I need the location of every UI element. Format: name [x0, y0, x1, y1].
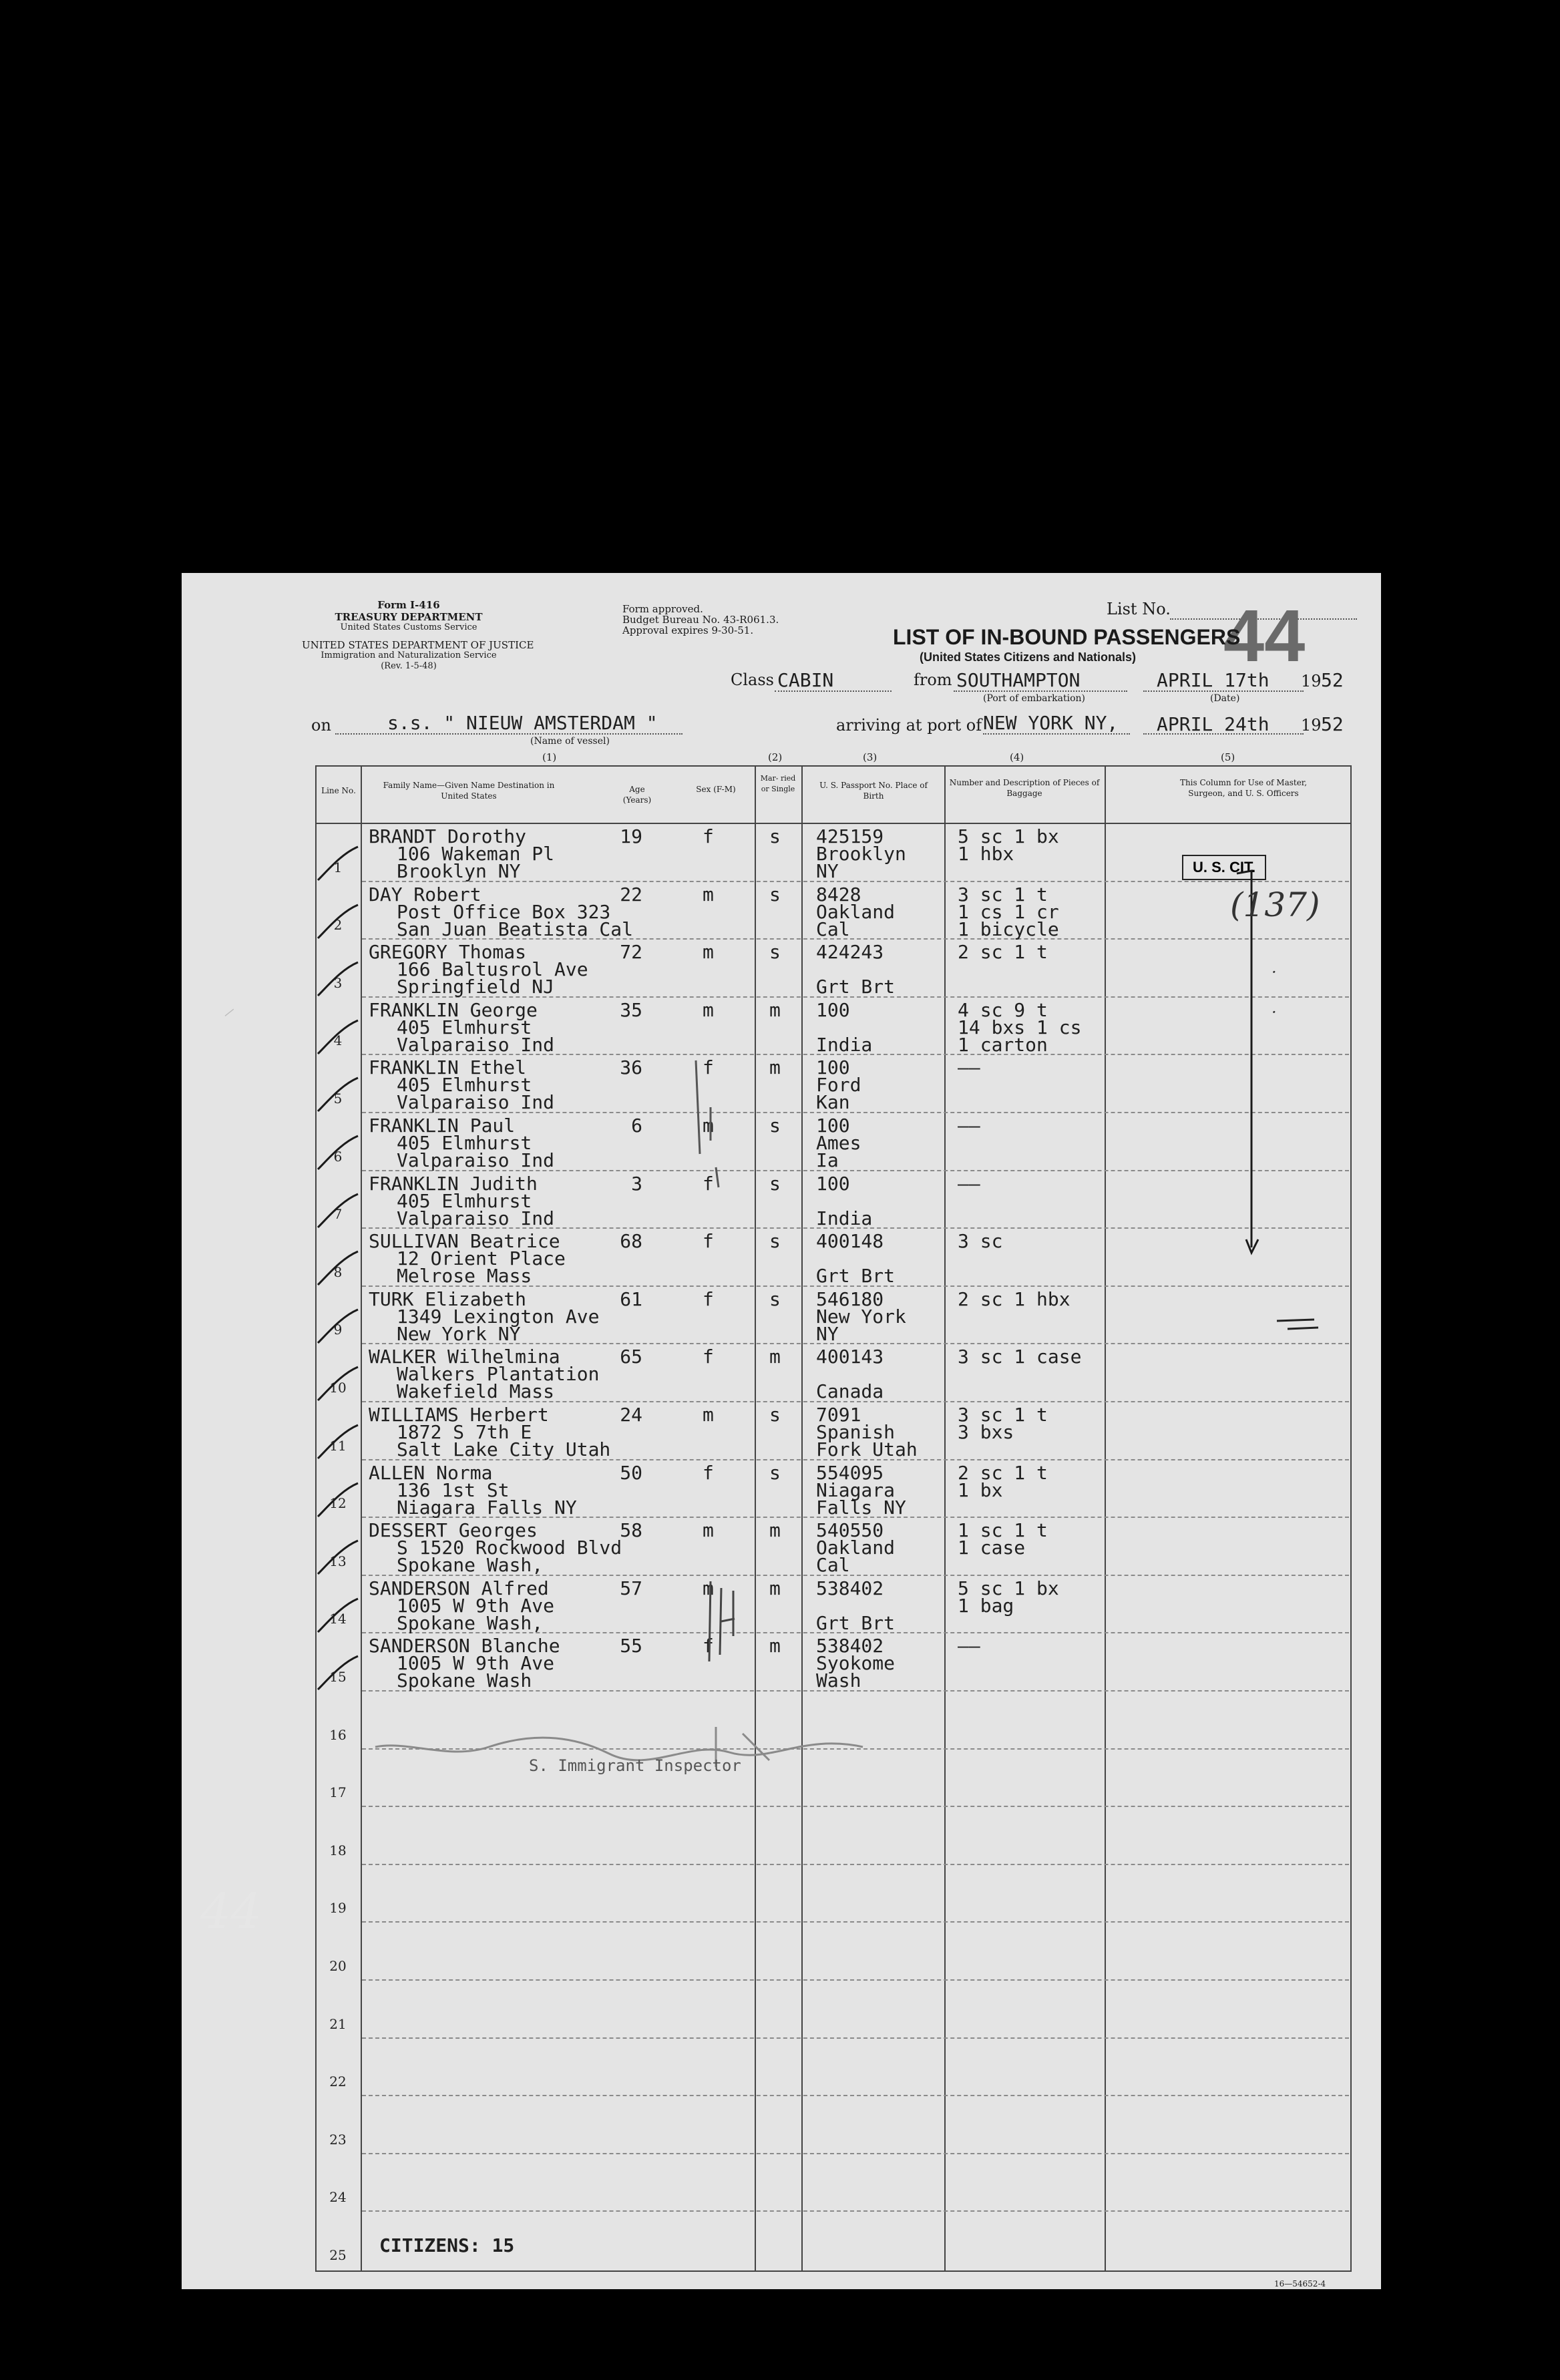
baggage-line: 5 sc 1 bx [958, 825, 1059, 847]
check-tick-mark [315, 1479, 362, 1519]
line-number: 8 [333, 1263, 343, 1280]
passenger-age: 50 [620, 1461, 642, 1484]
passport-number: 100 [816, 1115, 850, 1137]
baggage-line: —— [958, 1172, 980, 1195]
marital-status: s [769, 883, 781, 906]
passenger-age: 36 [620, 1056, 642, 1079]
check-tick-mark [315, 1016, 362, 1056]
birth-place-line2: Grt Brt [816, 1611, 896, 1634]
passenger-address: 405 Elmhurst [397, 1132, 532, 1154]
birth-place: Oakland [816, 1537, 896, 1559]
passenger-sex: f [703, 1635, 714, 1657]
family-bracket-mark [676, 1054, 756, 1428]
manifest-title: LIST OF IN-BOUND PASSENGERS [893, 625, 1241, 649]
passport-number: 425159 [816, 825, 884, 847]
line-number: 12 [329, 1495, 347, 1512]
passenger-address: 1349 Lexington Ave [397, 1305, 600, 1328]
passenger-city: Brooklyn NY [397, 860, 521, 882]
dept-justice: UNITED STATES DEPARTMENT OF JUSTICE [302, 639, 534, 651]
approval-line: Budget Bureau No. 43-R061.3. [622, 614, 779, 626]
birth-place-line2: Cal [816, 918, 850, 940]
line-number: 21 [329, 2015, 347, 2032]
passenger-sex: m [703, 941, 714, 964]
citizens-total: CITIZENS: 15 [379, 2234, 515, 2256]
baggage-line: —— [958, 1056, 980, 1079]
passenger-address: 405 Elmhurst [397, 1189, 532, 1212]
baggage-line: 2 sc 1 t [958, 1461, 1048, 1484]
on-label: on [311, 716, 331, 735]
header-passport: U. S. Passport No. Place of Birth [819, 781, 928, 801]
passport-number: 538402 [816, 1635, 884, 1657]
baggage-line: 3 bxs [958, 1421, 1014, 1443]
check-tick-mark [315, 1190, 362, 1230]
passenger-address: 1005 W 9th Ave [397, 1594, 555, 1617]
margin-number-handwritten: 44 [200, 1883, 262, 1939]
marital-status: m [769, 998, 781, 1021]
year-prefix: 19 [1301, 672, 1322, 690]
embarkation-port: SOUTHAMPTON [956, 669, 1081, 691]
dept-treasury: TREASURY DEPARTMENT [335, 611, 483, 623]
birth-place-line2: Grt Brt [816, 976, 896, 998]
passenger-sex: m [703, 1115, 714, 1137]
baggage-line: 1 bag [958, 1594, 1014, 1617]
class-label: Class [731, 670, 774, 689]
passenger-city: Wakefield Mass [397, 1380, 555, 1403]
passenger-age: 68 [620, 1230, 642, 1253]
date-caption: (Date) [1210, 693, 1240, 704]
marital-status: s [769, 1115, 781, 1137]
married-divider-left [755, 765, 756, 2272]
marital-status: m [769, 1056, 781, 1079]
passenger-sex: f [703, 1461, 714, 1484]
manifest-subtitle: (United States Citizens and Nationals) [920, 650, 1137, 664]
birth-place-line2: India [816, 1207, 873, 1229]
line-number: 17 [329, 1784, 347, 1801]
marital-status: s [769, 1172, 781, 1195]
passport-number: 100 [816, 998, 850, 1021]
line-number: 13 [329, 1553, 347, 1569]
arrival-date-line [1143, 733, 1304, 735]
baggage-line: 3 sc [958, 1230, 1003, 1253]
check-tick-mark [315, 1306, 362, 1346]
line-number: 19 [329, 1900, 347, 1917]
passport-number: 400143 [816, 1346, 884, 1368]
header-age: Age (Years) [622, 785, 652, 805]
passenger-age: 57 [620, 1577, 642, 1599]
check-tick-mark [315, 1537, 362, 1577]
marital-status: s [769, 941, 781, 964]
check-tick-mark [315, 1132, 362, 1172]
birth-place-line2: Ia [816, 1149, 839, 1171]
birth-place-line2: Grt Brt [816, 1265, 896, 1287]
passenger-address: 1005 W 9th Ave [397, 1652, 555, 1675]
passenger-name: GREGORY Thomas [369, 941, 527, 964]
line-number: 4 [333, 1032, 343, 1049]
header-married: Mar- ried or Single [760, 774, 796, 793]
list-number-label: List No. [1107, 600, 1171, 618]
passenger-address: 12 Orient Place [397, 1247, 566, 1270]
passenger-name: DESSERT Georges [369, 1519, 538, 1542]
line-number: 6 [333, 1148, 343, 1165]
approval-line: Form approved. [622, 603, 703, 615]
passenger-city: Spokane Wash [397, 1669, 532, 1692]
marital-status: s [769, 825, 781, 847]
birth-place-line2: NY [816, 1322, 839, 1345]
passenger-name: FRANKLIN George [369, 998, 538, 1021]
passenger-age: 24 [620, 1404, 642, 1426]
row-separator [362, 1921, 1349, 1923]
passenger-age: 35 [620, 998, 642, 1021]
officer-dot: · [1272, 963, 1277, 982]
line-number: 9 [333, 1322, 343, 1338]
baggage-line: —— [958, 1635, 980, 1657]
baggage-line: 1 sc 1 t [958, 1519, 1048, 1542]
passenger-city: Valparaiso Ind [397, 1149, 555, 1171]
birth-place: Brooklyn [816, 843, 906, 865]
passenger-city: Spokane Wash, [397, 1611, 544, 1634]
birth-place: New York [816, 1305, 906, 1328]
passenger-city: Salt Lake City Utah [397, 1438, 611, 1460]
passenger-sex: f [703, 1346, 714, 1368]
passenger-sex: f [703, 1056, 714, 1079]
baggage-line: 1 bx [958, 1478, 1003, 1501]
check-tick-mark [315, 1652, 362, 1692]
birth-place: Ames [816, 1132, 861, 1154]
header-line-no: Line No. [321, 786, 356, 795]
check-tick-mark [315, 1421, 362, 1461]
row-separator [362, 1806, 1349, 1807]
passenger-address: 166 Baltusrol Ave [397, 958, 588, 981]
birth-place: Syokome [816, 1652, 896, 1675]
passenger-address: 405 Elmhurst [397, 1016, 532, 1038]
table-top-border [315, 765, 1350, 767]
check-tick-mark [315, 958, 362, 998]
line-number: 23 [329, 2131, 347, 2148]
passport-number: 100 [816, 1172, 850, 1195]
passport-number: 8428 [816, 883, 861, 906]
check-tick-mark [315, 1074, 362, 1114]
passenger-address: 1872 S 7th E [397, 1421, 532, 1443]
handwritten-dash-mark [1274, 1314, 1321, 1334]
check-tick-mark [315, 1595, 362, 1635]
class-value: CABIN [777, 669, 834, 691]
birth-place-line2: Falls NY [816, 1496, 906, 1519]
baggage-line: 4 sc 9 t [958, 998, 1048, 1021]
passenger-age: 72 [620, 941, 642, 964]
passenger-city: New York NY [397, 1322, 521, 1345]
row-separator [362, 2095, 1349, 2096]
arrival-port: NEW YORK NY, [983, 712, 1119, 734]
vessel-name: s.s. " NIEUW AMSTERDAM " [387, 712, 658, 734]
line-number: 25 [329, 2247, 347, 2263]
birth-place: Oakland [816, 900, 896, 923]
passenger-city: Springfield NJ [397, 976, 555, 998]
row-separator [362, 2210, 1349, 2212]
married-divider-right [801, 765, 803, 2272]
passenger-name: SANDERSON Blanche [369, 1635, 560, 1657]
passenger-sex: f [703, 1287, 714, 1310]
officer-dot: · [1272, 1003, 1277, 1022]
passenger-sex: m [703, 883, 714, 906]
line-number: 1 [333, 859, 343, 875]
from-line [954, 690, 1127, 692]
line-number: 18 [329, 1842, 347, 1858]
table-right-border [1350, 765, 1352, 2272]
check-tick-mark [315, 1247, 362, 1287]
baggage-divider [1105, 765, 1106, 2272]
line-number: 16 [329, 1726, 347, 1743]
baggage-line: 3 sc 1 t [958, 883, 1048, 906]
passenger-name: FRANKLIN Ethel [369, 1056, 527, 1079]
arrival-date: APRIL 24th [1157, 713, 1270, 735]
baggage-line: 2 sc 1 hbx [958, 1287, 1070, 1310]
row-separator [362, 2037, 1349, 2039]
margin-tick-mark: ⸍ [222, 1005, 232, 1028]
baggage-line: —— [958, 1115, 980, 1137]
birth-place-line2: India [816, 1033, 873, 1056]
line-number: 5 [333, 1090, 343, 1107]
line-number: 24 [329, 2189, 347, 2206]
passenger-city: Spokane Wash, [397, 1554, 544, 1577]
vessel-line [335, 733, 682, 735]
arrival-year-prefix: 19 [1301, 716, 1322, 735]
baggage-line: 1 bicycle [958, 918, 1059, 940]
column-number: (2) [768, 751, 783, 763]
baggage-line: 1 carton [958, 1033, 1048, 1056]
marital-status: m [769, 1635, 781, 1657]
check-tick-mark [315, 901, 362, 941]
sanderson-bracket-mark [703, 1575, 756, 1668]
marital-status: s [769, 1404, 781, 1426]
passenger-name: WILLIAMS Herbert [369, 1404, 549, 1426]
table-bottom-border [315, 2270, 1350, 2272]
passenger-city: Valparaiso Ind [397, 1207, 555, 1229]
dept-justice-sub: Immigration and Naturalization Service [321, 650, 497, 660]
passport-number: 538402 [816, 1577, 884, 1599]
baggage-line: 1 hbx [958, 843, 1014, 865]
header-sex: Sex (F-M) [696, 785, 736, 794]
passenger-sex: m [703, 998, 714, 1021]
line-number: 22 [329, 2073, 347, 2090]
birth-place-line2: Fork Utah [816, 1438, 918, 1460]
passenger-address: 106 Wakeman Pl [397, 843, 555, 865]
passenger-address: 405 Elmhurst [397, 1074, 532, 1097]
passenger-city: Valparaiso Ind [397, 1091, 555, 1114]
passenger-name: DAY Robert [369, 883, 481, 906]
passenger-city: Niagara Falls NY [397, 1496, 577, 1519]
passport-number: 424243 [816, 941, 884, 964]
vessel-caption: (Name of vessel) [530, 736, 610, 747]
baggage-line: 5 sc 1 bx [958, 1577, 1059, 1599]
passport-number: 546180 [816, 1287, 884, 1310]
class-line [775, 690, 892, 692]
line-number: 3 [333, 974, 343, 991]
departure-date: APRIL 17th [1157, 669, 1270, 691]
passenger-name: FRANKLIN Judith [369, 1172, 538, 1195]
check-tick-mark [315, 1363, 362, 1403]
passenger-sex: m [703, 1519, 714, 1542]
passenger-age: 58 [620, 1519, 642, 1542]
passenger-sex: m [703, 1404, 714, 1426]
passenger-name: SANDERSON Alfred [369, 1577, 549, 1599]
passport-number: 540550 [816, 1519, 884, 1542]
header-bottom-border [315, 823, 1350, 824]
passenger-age: 65 [620, 1346, 642, 1368]
row-separator [362, 1864, 1349, 1865]
embarkation-caption: (Port of embarkation) [983, 693, 1085, 704]
line-number: 15 [329, 1669, 347, 1685]
passenger-city: San Juan Beatista Cal [397, 918, 634, 940]
approval-line: Approval expires 9-30-51. [622, 624, 754, 636]
passenger-name: BRANDT Dorothy [369, 825, 527, 847]
check-tick-mark [315, 843, 362, 883]
footer-code: 16—54652-4 [1274, 2279, 1326, 2289]
marital-status: m [769, 1519, 781, 1542]
passenger-address: Post Office Box 323 [397, 900, 611, 923]
baggage-line: 2 sc 1 t [958, 941, 1048, 964]
header-name: Family Name—Given Name Destination in United States [383, 781, 555, 801]
passenger-sex: f [703, 1230, 714, 1253]
header-baggage: Number and Description of Pieces of Baggage [949, 778, 1100, 798]
passenger-sex: f [703, 1172, 714, 1195]
arriving-label: arriving at port of [836, 716, 982, 735]
marital-status: s [769, 1287, 781, 1310]
header-officers: This Column for Use of Master, Surgeon, and U. S. Officers [1179, 778, 1308, 798]
marital-status: m [769, 1577, 781, 1599]
passenger-city: Valparaiso Ind [397, 1033, 555, 1056]
birth-place: Niagara [816, 1478, 896, 1501]
column-number: (3) [863, 751, 878, 763]
passenger-address: Walkers Plantation [397, 1363, 600, 1386]
passenger-name: TURK Elizabeth [369, 1287, 527, 1310]
birth-place-line2: NY [816, 860, 839, 882]
passenger-age: 3 [631, 1172, 642, 1195]
arrival-line [983, 733, 1130, 735]
line-number: 2 [333, 917, 343, 934]
date-line [1143, 690, 1304, 692]
passport-number: 554095 [816, 1461, 884, 1484]
birth-place-line2: Canada [816, 1380, 884, 1403]
form-number: Form I-416 [377, 599, 440, 611]
from-label: from [914, 670, 952, 689]
passenger-age: 19 [620, 825, 642, 847]
column-number: (5) [1221, 751, 1235, 763]
passenger-name: WALKER Wilhelmina [369, 1346, 560, 1368]
birth-place-line2: Wash [816, 1669, 861, 1692]
passenger-name: ALLEN Norma [369, 1461, 493, 1484]
passenger-name: SULLIVAN Beatrice [369, 1230, 560, 1253]
passport-number: 400148 [816, 1230, 884, 1253]
line-number: 7 [333, 1206, 343, 1223]
baggage-line: 1 case [958, 1537, 1026, 1559]
row-separator [362, 2153, 1349, 2154]
baggage-line: 1 cs 1 cr [958, 900, 1059, 923]
passenger-address: 136 1st St [397, 1478, 510, 1501]
birth-place-line2: Kan [816, 1091, 850, 1114]
passenger-manifest-page [182, 573, 1381, 2289]
passenger-sex: f [703, 825, 714, 847]
birth-place-line2: Cal [816, 1554, 850, 1577]
arrival-year: 52 [1321, 713, 1344, 735]
passport-number: 100 [816, 1056, 850, 1079]
line-number: 14 [329, 1611, 347, 1627]
column-number: (1) [542, 751, 557, 763]
passenger-age: 22 [620, 883, 642, 906]
marital-status: s [769, 1230, 781, 1253]
officer-count-note: (137) [1230, 885, 1320, 924]
baggage-line: 3 sc 1 t [958, 1404, 1048, 1426]
departure-year: 52 [1321, 669, 1344, 691]
passport-number: 7091 [816, 1404, 861, 1426]
birth-place: Ford [816, 1074, 861, 1097]
column-number: (4) [1010, 751, 1024, 763]
passenger-address: S 1520 Rockwood Blvd [397, 1537, 622, 1559]
passenger-age: 6 [631, 1115, 642, 1137]
baggage-line: 14 bxs 1 cs [958, 1016, 1082, 1038]
row-separator [362, 1979, 1349, 1981]
marital-status: m [769, 1346, 781, 1368]
inspector-label: S. Immigrant Inspector [529, 1756, 741, 1775]
line-number: 11 [329, 1437, 347, 1454]
us-citizen-stamp: U. S. CIT. [1182, 855, 1266, 880]
list-number-stamp: 44 [1223, 595, 1306, 677]
line-number: 10 [329, 1380, 347, 1396]
birth-place: Spanish [816, 1421, 896, 1443]
passenger-age: 55 [620, 1635, 642, 1657]
form-revision: (Rev. 1-5-48) [381, 661, 437, 671]
passenger-sex: m [703, 1577, 714, 1599]
baggage-line: 3 sc 1 case [958, 1346, 1082, 1368]
marital-status: s [769, 1461, 781, 1484]
line-number: 20 [329, 1958, 347, 1974]
passport-divider [944, 765, 946, 2272]
passenger-age: 61 [620, 1287, 642, 1310]
dept-treasury-sub: United States Customs Service [340, 622, 477, 632]
passenger-city: Melrose Mass [397, 1265, 532, 1287]
passenger-name: FRANKLIN Paul [369, 1115, 516, 1137]
